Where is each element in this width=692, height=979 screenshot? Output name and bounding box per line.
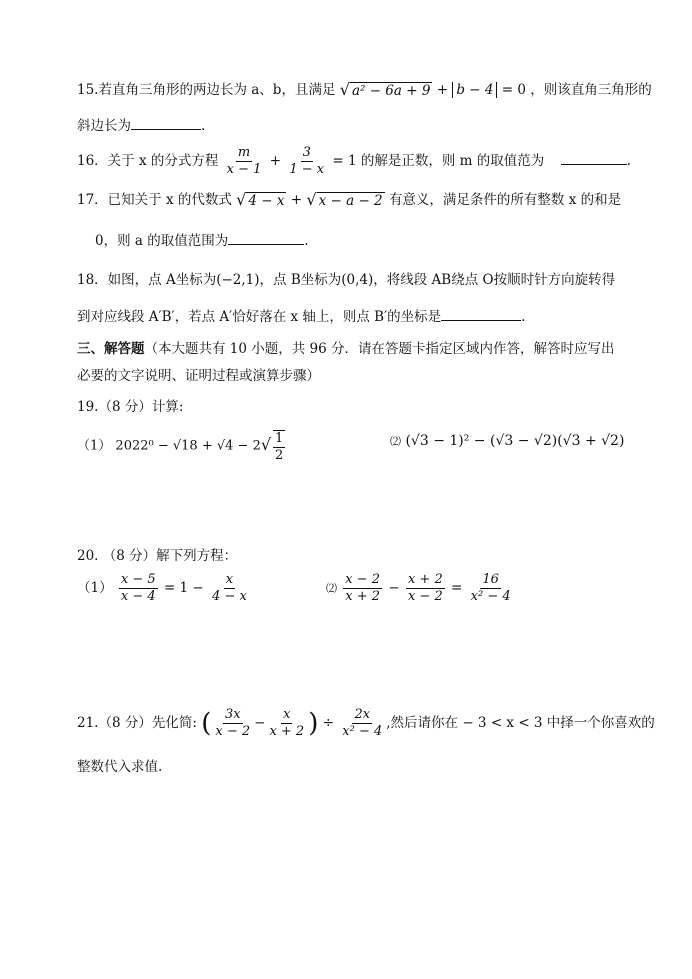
q18-answer-blank (441, 306, 521, 321)
q20-p2-frac-1: $\frac{x - 2}{x + 2}$ (345, 572, 381, 604)
question-20-heading (77, 546, 237, 566)
q15-sqrt: √ a² − 6a + 9 (339, 80, 431, 99)
question-19-part-1 (77, 428, 287, 464)
section-3-text-1: （本大题共有 10 小题，共 96 分．请在答题卡指定区域内作答，解答时应写出 (144, 341, 615, 357)
q15-sqrt-content: a² − 6a + 9 (351, 83, 431, 99)
q16-end: . (626, 153, 631, 169)
q21-suffix: ,然后请你在 − 3 < x < 3 中择一个你喜欢的 (386, 715, 655, 731)
q16-frac-1: $\frac{m}{x - 1}$ (226, 145, 262, 177)
question-19-part-2 (390, 431, 624, 452)
q16-plus: + (269, 153, 282, 169)
q17-plus: + (290, 192, 303, 208)
q17-line2-prefix: 0，则 a 的取值范围为 (95, 233, 229, 249)
q18-line2-prefix: 到对应线段 A′B′，若点 A′恰好落在 x 轴上，则点 B′的坐标是 (77, 309, 442, 325)
section-3-text-2: 必要的文字说明、证明过程或演算步骤） (77, 368, 320, 384)
q20-p1-mid: = 1 − (163, 580, 204, 596)
q16-equation-tail: = 1 的解是正数，则 m 的取值范为 (332, 153, 545, 169)
question-18-line-1 (77, 270, 615, 290)
q20-heading: 20. （8 分）解下列方程： (77, 548, 238, 564)
q19-p2-label: ⑵ (390, 435, 401, 448)
q17-suffix: 有意义，满足条件的所有整数 x 的和是 (388, 192, 622, 208)
q15-line2-prefix: 斜边长为 (77, 118, 131, 134)
question-18-line-2 (77, 306, 525, 327)
q18-end: . (521, 309, 526, 325)
q17-sqrt-1: √ 4 − x (236, 190, 285, 209)
q19-p1-expr: 2022⁰ − √18 + √4 − 2 (115, 438, 261, 454)
q21-minus: − (254, 715, 266, 731)
q19-p1-sqrt-frac: √ $\frac{1}{2}$ (260, 430, 284, 463)
question-21-line-1: 21.（8 分）先化简: ( $\frac{3x}{x - 2}$ − $\frac{x}{x + 2}$ ) ÷ $\frac{2x}{\text{x² − 4}}$ ,然后请你在 − 3 < x < 3 中择一个你喜欢的 (77, 707, 655, 739)
question-16 (77, 144, 631, 178)
q16-answer-blank (561, 150, 627, 165)
q20-p2-frac-2: $\frac{x + 2}{x - 2}$ (407, 572, 443, 604)
question-19-heading (77, 397, 183, 417)
q17-prefix: 17．已知关于 x 的代数式 (77, 192, 232, 208)
q21-divide: ÷ (322, 715, 334, 731)
q19-p1-label: （1） (77, 438, 112, 454)
q21-frac-2: $\frac{x}{x + 2}$ (269, 707, 305, 739)
q15-abs: b − 4 (452, 82, 497, 98)
q19-p2-expr: (√3 − 1)² − (√3 − √2)(√3 + √2) (405, 433, 625, 449)
q19-heading: 19.（8 分）计算: (77, 399, 184, 415)
q15-prefix: 15.若直角三角形的两边长为 a、b，且满足 (77, 82, 336, 98)
q15-equals: = 0 (501, 82, 526, 98)
question-20-part-2 (326, 569, 515, 608)
q21-frac-1: $\frac{3x}{x - 2}$ (215, 707, 251, 739)
section-3-title: 三、解答题 (77, 341, 145, 357)
q15-suffix: ，则该直角三角形的 (530, 82, 652, 98)
q16-frac-2: $\frac{3}{1 - x}$ (289, 145, 325, 177)
q20-p2-label: ⑵ (326, 582, 337, 595)
q17-sqrt-2: √ x − a − 2 (306, 190, 383, 209)
q17-answer-blank (228, 230, 304, 245)
q15-answer-blank (131, 115, 201, 130)
q20-p1-frac-2: $\frac{x}{4 - x}$ (212, 572, 247, 604)
q15-end: . (201, 118, 206, 134)
section-3-line-2 (77, 366, 320, 386)
q21-line2: 整数代入求值. (77, 759, 163, 775)
question-15-line-1 (77, 80, 652, 101)
question-17-line-1 (77, 190, 621, 211)
q20-p1-frac-1: $\frac{x - 5}{x - 4}$ (120, 572, 156, 604)
q18-line1: 18．如图，点 A坐标为(−2,1)，点 B坐标为(0,4)，将线段 AB绕点 O按顺时针方向旋转得 (77, 272, 616, 288)
q20-p2-frac-3: $\frac{16}{\text{x² − 4}}$ (470, 572, 511, 604)
question-20-part-1 (77, 569, 251, 607)
q20-p2-minus: − (388, 580, 400, 596)
q15-plus: + (436, 82, 449, 98)
q21-frac-3: $\frac{2x}{\text{x² − 4}}$ (342, 707, 383, 739)
q16-prefix: 16．关于 x 的分式方程 (77, 153, 219, 169)
question-15-line-2 (77, 115, 205, 136)
q21-prefix: 21.（8 分）先化简: (77, 715, 197, 731)
q20-p2-eq: = (451, 580, 463, 596)
question-17-line-2 (95, 230, 309, 251)
question-21-line-2 (77, 757, 162, 777)
section-3-line-1 (77, 339, 615, 359)
q17-end: . (304, 233, 309, 249)
q20-p1-label: （1） (77, 580, 113, 596)
